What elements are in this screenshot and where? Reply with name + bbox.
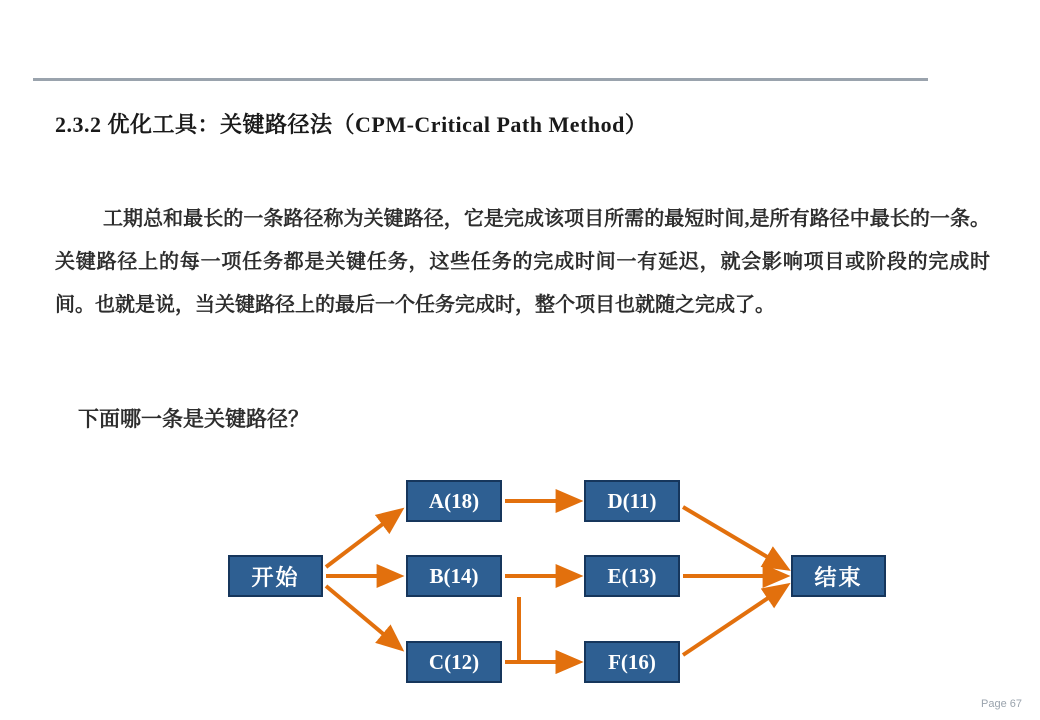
node-end[interactable]: 结束 [791,555,886,597]
edge-b-f [519,597,578,662]
page-number: Page 67 [981,698,1022,710]
edge-d-end [683,507,786,568]
node-task-e[interactable]: E(13) [584,555,680,597]
network-diagram [0,455,1040,700]
node-task-b[interactable]: B(14) [406,555,502,597]
node-task-c[interactable]: C(12) [406,641,502,683]
body-paragraph: 工期总和最长的一条路径称为关键路径，它是完成该项目所需的最短时间,是所有路径中最长的一条。关键路径上的每一项任务都是关键任务，这些任务的完成时间一有延迟，就会影响项目或阶段的完成时间。也就是说，当关键路径上的最后一个任务完成时，整个项目也就随之完成了。 [55,208,990,316]
node-task-a[interactable]: A(18) [406,480,502,522]
title-divider [33,78,928,81]
question-text: 下面哪一条是关键路径？ [78,407,309,431]
node-start[interactable]: 开始 [228,555,323,597]
edge-f-end [683,586,786,655]
node-task-d[interactable]: D(11) [584,480,680,522]
node-task-f[interactable]: F(16) [584,641,680,683]
page-title: 2.3.2 优化工具：关键路径法（CPM-Critical Path Method） [55,112,648,137]
edge-start-c [326,586,400,648]
edge-start-a [326,511,400,567]
